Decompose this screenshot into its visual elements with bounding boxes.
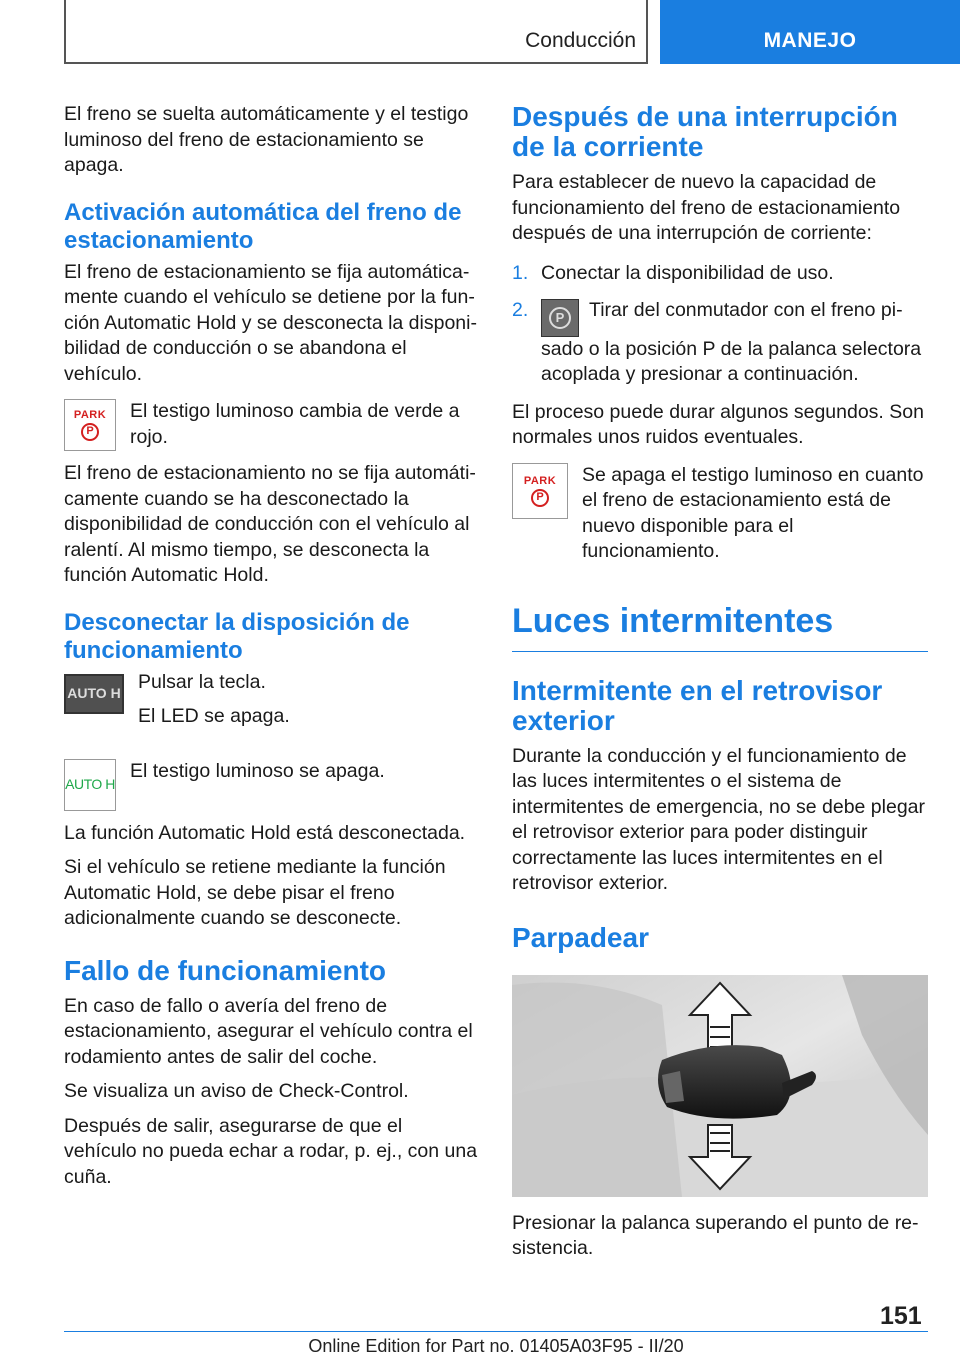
heading-failure: Fallo de funcionamiento	[64, 954, 387, 986]
turn-signal-lever-illustration	[512, 975, 928, 1197]
check-control-paragraph: Se visualiza un aviso de Check-Control.	[64, 1080, 409, 1102]
park-indicator-row-2	[512, 463, 928, 565]
left-column	[64, 102, 480, 1199]
autoh-indicator-icon: AUTO H	[64, 759, 116, 811]
footer-divider	[64, 1331, 928, 1332]
park-p-symbol: P	[531, 489, 549, 507]
intro-paragraph: El freno se suelta automáticamente y el testigo luminoso del freno de estacionamiento se apaga.	[64, 103, 469, 176]
heading-activation: Activación automática del freno de estacionamiento	[64, 198, 462, 254]
park-word: PARK	[73, 409, 107, 421]
autoh-button-icon: AUTO H	[64, 674, 124, 714]
process-paragraph: El proceso puede durar algunos segundos. Son normales unos ruidos eventuales.	[512, 400, 924, 449]
disconnected-paragraph: La función Automatic Hold está desconectada.	[64, 821, 466, 844]
step-text: Tirar del conmutador con el freno pisado o la posición P de la palanca selectora acoplada y presionar a continuación.	[541, 299, 922, 386]
heading-turn-signals: Luces intermitentes	[512, 601, 928, 652]
heading-power-interruption: Después de una interrupción de la corriente	[512, 101, 898, 162]
chapter-tab[interactable]: MANEJO	[660, 0, 960, 64]
autoh-button-text	[138, 670, 480, 739]
steps-list	[512, 261, 928, 388]
park-p-symbol: P	[81, 423, 99, 441]
heading-disable: Desconectar la disposición de funcionamiento	[64, 608, 410, 664]
retained-paragraph: Si el vehículo se retiene mediante la función Automatic Hold, se debe pisar el freno adicionalmente cuando se desconecte.	[64, 856, 446, 929]
list-item	[512, 261, 928, 287]
section-title: Conducción	[525, 29, 636, 52]
switch-p-symbol: P	[549, 307, 571, 329]
mirror-paragraph: Durante la conducción y el funcionamiento de las luces intermitentes o el sistema de intermitentes de emergencia, no se debe plegar el retrovisor exterior para poder distinguir correctamente las luces intermitentes en el retrovisor exterior.	[512, 744, 926, 895]
park-note-2: Se apaga el testigo luminoso en cuanto el freno de estacionamiento está de nuevo disponible para el funcionamiento.	[582, 463, 924, 563]
parking-brake-switch-icon	[541, 299, 579, 337]
autoh-button-row	[64, 670, 480, 739]
park-indicator-row	[64, 399, 480, 451]
failure-paragraph: En caso de fallo o avería del freno de estacionamiento, asegurar el vehículo contra el rodamiento antes de salir del coche.	[64, 994, 473, 1068]
flash-paragraph: Presionar la palanca superando el punto de resistencia.	[512, 1211, 919, 1260]
led-off-text: El LED se apaga.	[138, 705, 290, 727]
autoh-indicator-row	[64, 759, 480, 811]
footer-edition: Online Edition for Part no. 01405A03F95 - II/20	[308, 1336, 684, 1356]
list-item	[512, 298, 928, 388]
page-number: 151	[880, 1302, 922, 1330]
activation-paragraph: El freno de estacionamiento se fija automáticamente cuando el vehículo se detiene por la función Automatic Hold y se desconecta la disponibilidad de conducción o se abandona el vehículo.	[64, 260, 477, 385]
step-number: 1.	[512, 261, 529, 284]
power-paragraph: Para establecer de nuevo la capacidad de funcionamiento del freno de estacionamiento después de una interrupción de corriente:	[512, 171, 901, 244]
step-number: 2.	[512, 299, 529, 321]
park-indicator-icon	[64, 399, 116, 451]
park-indicator-icon	[512, 463, 568, 519]
park-word: PARK	[523, 474, 557, 487]
indicator-off-text: El testigo luminoso se apaga.	[130, 759, 385, 782]
heading-mirror-indicator: Intermitente en el retrovisor exterior	[512, 674, 883, 736]
step-text: Conectar la disponibilidad de uso.	[541, 261, 834, 284]
press-key-text: Pulsar la tecla.	[138, 670, 266, 693]
right-column	[512, 102, 928, 1271]
heading-flashing: Parpadear	[512, 921, 649, 953]
after-exit-paragraph: Después de salir, asegurarse de que el vehículo no pueda echar a rodar, p. ej., con una cuña.	[64, 1114, 478, 1188]
park-note: El testigo luminoso cambia de verde a rojo.	[130, 400, 460, 448]
not-set-paragraph: El freno de estacionamiento no se fija automáticamente cuando se ha desconectado la disponibilidad de conducción con el vehículo al ralentí. Al mismo tiempo, se desconecta la función Automatic Hold.	[64, 462, 476, 586]
